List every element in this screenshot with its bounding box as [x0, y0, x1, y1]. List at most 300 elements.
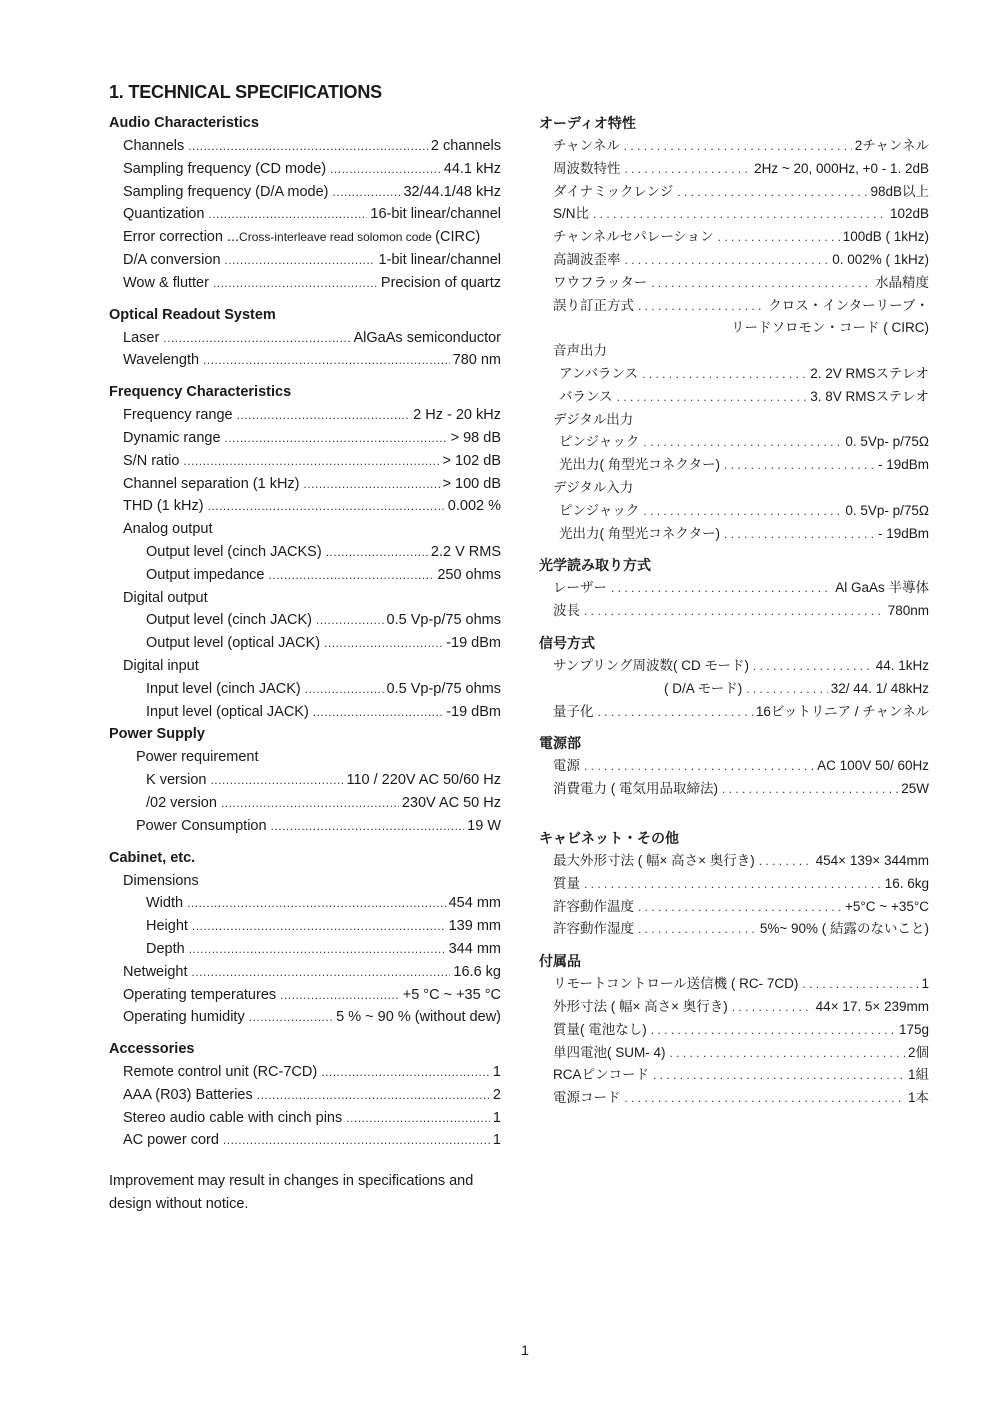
spec-value: 1 — [492, 1132, 501, 1149]
spec-row — [539, 295, 929, 318]
spec-value: 0.002 % — [447, 498, 501, 515]
spec-label: /02 version — [146, 794, 217, 811]
spec-row — [109, 473, 501, 496]
spec-row — [109, 701, 501, 724]
spec-value: - 19dBm — [877, 457, 929, 473]
dot-leader — [593, 203, 887, 226]
spec-row — [109, 1129, 501, 1152]
spec-label: S/N ratio — [123, 452, 180, 469]
dot-leader — [584, 755, 814, 778]
spec-row — [109, 815, 501, 838]
spec-row — [109, 1084, 501, 1107]
spec-row — [539, 523, 929, 546]
spec-label: チャンネル — [553, 138, 620, 153]
spec-row — [109, 769, 501, 792]
spec-value: 0. 5Vp- p/75Ω — [845, 502, 929, 518]
dot-leader — [324, 632, 443, 655]
spec-value: - 19dBm — [877, 525, 929, 541]
spec-value: 0.5 Vp-p/75 ohms — [386, 680, 501, 697]
dot-leader — [598, 701, 753, 724]
spec-value: 2Hz ~ 20, 000Hz, +0 - 1. 2dB — [754, 160, 929, 176]
spec-label: Error correction ... — [123, 229, 240, 246]
spec-label: バランス — [559, 388, 613, 404]
spec-label: 単四電池( SUM- 4) — [553, 1044, 666, 1060]
dot-leader — [269, 564, 435, 587]
spec-value: > 98 dB — [450, 429, 501, 446]
spec-value: 2チャンネル — [854, 138, 929, 153]
spec-value: 5 % ~ 90 % (without dew) — [336, 1009, 501, 1026]
note-line: design without notice. — [109, 1196, 249, 1212]
spec-label: Input level (cinch JACK) — [146, 680, 301, 697]
spec-row — [109, 915, 501, 938]
note-line: Improvement may result in changes in specifications and — [109, 1173, 474, 1189]
spec-value: 102dB — [889, 206, 929, 222]
jp-accessory-rows — [539, 973, 929, 1110]
spec-value: 0. 5Vp- p/75Ω — [845, 434, 929, 450]
dot-leader — [724, 523, 875, 546]
spec-value: AC 100V 50/ 60Hz — [817, 758, 929, 774]
dot-leader — [753, 655, 873, 678]
spec-row — [109, 135, 501, 158]
section-title-cabinet: Cabinet, etc. — [109, 849, 196, 866]
spec-label: Input level (optical JACK) — [146, 703, 309, 720]
spec-value: 水晶精度 — [875, 274, 929, 290]
dot-leader — [189, 938, 446, 961]
spec-label: Sampling frequency (CD mode) — [123, 160, 327, 177]
spec-row — [109, 564, 501, 587]
jp-audio-rows — [539, 135, 929, 317]
dimension-rows — [109, 892, 501, 960]
spec-row — [109, 226, 501, 249]
spec-row — [109, 961, 501, 984]
spec-value: 32/44.1/48 kHz — [403, 183, 501, 200]
spec-value: > 102 dB — [442, 452, 501, 469]
dot-leader — [677, 181, 867, 204]
spec-label: レーザー — [553, 580, 607, 596]
dot-leader — [617, 386, 808, 409]
spec-label: Depth — [146, 940, 185, 957]
spec-label: Dynamic range — [123, 429, 221, 446]
section-title-jp-accessories: 付属品 — [539, 953, 581, 970]
jp-digital-output-heading: デジタル出力 — [553, 411, 634, 427]
spec-label: 外形寸法 ( 幅× 高さ× 奥行き) — [553, 998, 728, 1014]
spec-label: サンプリング周波数( CD モード) — [553, 657, 749, 673]
dot-leader — [625, 1087, 905, 1110]
dot-leader — [722, 778, 898, 801]
dot-leader — [584, 873, 882, 896]
spec-label: Wavelength — [123, 352, 200, 369]
spec-value: 1本 — [907, 1090, 929, 1106]
dot-leader — [638, 896, 842, 919]
spec-label: 高調波歪率 — [553, 251, 621, 267]
page-title: 1. TECHNICAL SPECIFICATIONS — [109, 82, 382, 102]
dot-leader — [237, 404, 411, 427]
spec-row — [539, 1042, 929, 1065]
spec-label: AAA (R03) Batteries — [123, 1086, 253, 1103]
spec-value: 344 mm — [448, 940, 501, 957]
spec-label: 光出力( 角型光コネクター) — [559, 457, 720, 473]
spec-label: 消費電力 ( 電気用品取締法) — [553, 781, 718, 797]
spec-value: 139 mm — [448, 918, 501, 935]
jp-power-rows — [539, 755, 929, 801]
dot-leader — [313, 701, 443, 724]
spec-label: Output impedance — [146, 566, 265, 583]
spec-row — [539, 701, 929, 724]
spec-label: ピンジャック — [559, 434, 640, 450]
spec-row — [539, 272, 929, 295]
spec-value: 16-bit linear/channel — [370, 206, 501, 223]
spec-value: 454× 139× 344mm — [815, 852, 929, 868]
spec-row — [539, 1087, 929, 1110]
power-rows — [109, 769, 501, 815]
spec-row — [109, 984, 501, 1007]
spec-label: Sampling frequency (D/A mode) — [123, 183, 329, 200]
spec-label: Stereo audio cable with cinch pins — [123, 1109, 343, 1126]
spec-label: Quantization — [123, 206, 205, 223]
dot-leader — [746, 678, 827, 701]
spec-value: 250 ohms — [437, 566, 501, 583]
page-number: 1 — [521, 1342, 529, 1358]
spec-row — [539, 918, 929, 941]
spec-row — [109, 158, 501, 181]
spec-row — [539, 973, 929, 996]
spec-value: 0. 002% ( 1kHz) — [832, 251, 929, 267]
spec-row — [109, 1061, 501, 1084]
audio-rows — [109, 135, 501, 295]
spec-label: アンバランス — [559, 365, 639, 381]
dot-leader — [643, 431, 842, 454]
dot-leader — [187, 892, 446, 915]
jp-audio-output-rows — [539, 363, 929, 409]
spec-label: THD (1 kHz) — [123, 498, 204, 515]
spec-label: 質量( 電池なし) — [553, 1021, 647, 1037]
spec-label: Channel separation (1 kHz) — [123, 475, 300, 492]
spec-value: AlGaAs semiconductor — [353, 329, 501, 346]
spec-label: Output level (cinch JACKS) — [146, 543, 322, 560]
spec-row — [539, 249, 929, 272]
spec-label: S/N比 — [553, 206, 590, 222]
dot-leader — [191, 961, 450, 984]
spec-label: 許容動作湿度 — [553, 921, 634, 937]
spec-value: 1組 — [907, 1067, 929, 1083]
dot-leader — [210, 769, 343, 792]
spec-value: 110 / 220V AC 50/60 Hz — [346, 772, 501, 789]
spec-value: 0.5 Vp-p/75 ohms — [386, 612, 501, 629]
dot-leader — [192, 915, 446, 938]
spec-label: 質量 — [553, 875, 580, 891]
spec-label: Operating temperatures — [123, 986, 277, 1003]
spec-value: 2 — [492, 1086, 501, 1103]
spec-value: 2.2 V RMS — [430, 543, 501, 560]
spec-value: Precision of quartz — [380, 274, 501, 291]
jp-digital-output-rows — [539, 431, 929, 477]
spec-value: 1 — [921, 976, 929, 992]
spec-row — [539, 500, 929, 523]
dot-leader — [280, 984, 400, 1007]
spec-row — [539, 873, 929, 896]
dot-leader — [624, 135, 852, 158]
spec-value: Cross-interleave read solomon code (CIRC) — [239, 229, 481, 246]
dot-leader — [326, 541, 428, 564]
jp-digital-input-heading: デジタル入力 — [553, 479, 634, 495]
spec-value: 25W — [901, 781, 929, 797]
spec-value: 175g — [898, 1021, 929, 1037]
spec-label: Frequency range — [123, 407, 233, 424]
spec-value: 98dB以上 — [870, 183, 929, 199]
dot-leader — [221, 792, 399, 815]
section-title-power: Power Supply — [109, 726, 205, 743]
spec-row — [539, 203, 929, 226]
dot-leader — [305, 678, 384, 701]
dot-leader — [208, 495, 445, 518]
spec-value: 16. 6kg — [884, 875, 929, 891]
section-title-optical: Optical Readout System — [109, 306, 276, 323]
spec-value: +5 °C ~ +35 °C — [402, 986, 501, 1003]
dot-leader — [653, 1064, 905, 1087]
dot-leader — [249, 1006, 333, 1029]
jp-audio-output-heading: 音声出力 — [553, 343, 607, 359]
dot-leader — [321, 1061, 490, 1084]
spec-label: リモートコントロール送信機 ( RC- 7CD) — [553, 976, 799, 992]
spec-row — [109, 792, 501, 815]
spec-value: +5°C ~ +35°C — [845, 898, 929, 914]
spec-value: 44× 17. 5× 239mm — [815, 998, 929, 1014]
spec-value: 44. 1kHz — [875, 657, 929, 673]
dot-leader — [643, 500, 842, 523]
spec-row — [109, 181, 501, 204]
frequency-rows — [109, 404, 501, 518]
dot-leader — [642, 363, 807, 386]
analog-output-rows — [109, 541, 501, 587]
dot-leader — [611, 577, 832, 600]
spec-row — [539, 600, 929, 623]
dot-leader — [346, 1107, 490, 1130]
spec-value: 454 mm — [448, 895, 501, 912]
spec-value: 2個 — [907, 1044, 929, 1060]
spec-row — [539, 181, 929, 204]
spec-row — [109, 495, 501, 518]
spec-row — [539, 158, 929, 181]
dot-leader — [223, 1129, 490, 1152]
spec-row — [539, 678, 929, 701]
dot-leader — [213, 272, 378, 295]
spec-label: 誤り訂正方式 — [553, 297, 634, 313]
dot-leader — [208, 203, 367, 226]
spec-label: 最大外形寸法 ( 幅× 高さ× 奥行き) — [553, 852, 755, 868]
jp-cabinet-rows — [539, 850, 929, 941]
spec-label: Operating humidity — [123, 1009, 245, 1026]
dot-leader — [651, 272, 872, 295]
spec-row — [109, 609, 501, 632]
section-title-jp-power: 電源部 — [539, 735, 581, 752]
spec-value: 3. 8V RMSステレオ — [810, 388, 929, 404]
dot-leader — [225, 249, 376, 272]
spec-label: Laser — [123, 329, 160, 346]
spec-row — [109, 427, 501, 450]
spec-value: 19 W — [467, 817, 501, 834]
spec-value: 100dB ( 1kHz) — [842, 229, 929, 245]
digital-input-rows — [109, 678, 501, 724]
spec-row — [539, 454, 929, 477]
spec-row — [539, 386, 929, 409]
spec-row — [539, 135, 929, 158]
dot-leader — [225, 427, 448, 450]
dot-leader — [625, 158, 752, 181]
spec-label: 周波数特性 — [553, 160, 621, 176]
spec-label: Channels — [123, 138, 185, 154]
spec-value: -19 dBm — [446, 635, 501, 652]
dot-leader — [333, 181, 401, 204]
spec-label: ダイナミックレンジ — [553, 183, 674, 199]
spec-value: 16ビットリニア / チャンネル — [755, 703, 929, 719]
disclaimer-note — [109, 1170, 509, 1216]
spec-row — [109, 678, 501, 701]
spec-row — [539, 655, 929, 678]
spec-value: 780 nm — [452, 352, 501, 369]
spec-label: 電源コード — [553, 1090, 621, 1106]
spec-value: 5%~ 90% ( 結露のないこと) — [759, 921, 929, 937]
dot-leader — [304, 473, 440, 496]
dot-leader — [271, 815, 465, 838]
dot-leader — [584, 600, 885, 623]
dot-leader — [163, 327, 350, 350]
spec-label: 電源 — [553, 758, 580, 774]
ecc-continuation: リードソロモン・コード ( CIRC) — [731, 320, 929, 336]
dimensions-heading: Dimensions — [123, 872, 199, 889]
spec-row — [109, 1107, 501, 1130]
spec-label: Output level (optical JACK) — [146, 635, 321, 652]
section-title-audio: Audio Characteristics — [109, 115, 259, 131]
spec-row — [109, 272, 501, 295]
japanese-spec-column — [539, 112, 929, 1110]
spec-row — [109, 1006, 501, 1029]
spec-value: 16.6 kg — [453, 963, 501, 980]
power-requirement-heading: Power requirement — [136, 749, 259, 766]
section-title-accessories: Accessories — [109, 1041, 195, 1058]
spec-row — [109, 203, 501, 226]
spec-label: ワウフラッター — [553, 274, 648, 290]
dot-leader — [330, 158, 441, 181]
jp-digital-input-rows — [539, 500, 929, 546]
spec-row — [109, 938, 501, 961]
spec-label: 光出力( 角型光コネクター) — [559, 525, 720, 541]
section-title-jp-signal: 信号方式 — [539, 634, 595, 651]
dot-leader — [724, 454, 875, 477]
spec-row — [539, 755, 929, 778]
spec-label: 許容動作温度 — [553, 898, 634, 914]
spec-row — [539, 1019, 929, 1042]
dot-leader — [651, 1019, 896, 1042]
spec-value: Al GaAs 半導体 — [835, 580, 929, 596]
spec-label: Power Consumption — [136, 817, 267, 834]
digital-input-heading: Digital input — [123, 657, 199, 674]
spec-label: ( D/A モード) — [664, 680, 743, 696]
spec-label: チャンネルセパレーション — [553, 229, 714, 245]
section-title-jp-audio: オーディオ特性 — [539, 115, 636, 131]
accessory-rows — [109, 1061, 501, 1152]
spec-row — [109, 541, 501, 564]
spec-value: クロス・インターリーブ・ — [768, 297, 929, 313]
spec-row — [109, 892, 501, 915]
english-spec-column — [109, 112, 501, 1152]
spec-value: > 100 dB — [442, 475, 501, 492]
section-title-jp-optical: 光学読み取り方式 — [539, 557, 651, 574]
spec-label: 波長 — [553, 603, 580, 619]
spec-value: 1-bit linear/channel — [378, 251, 501, 268]
spec-value: 1 — [492, 1064, 501, 1081]
dot-leader — [670, 1042, 905, 1065]
dot-leader — [625, 249, 830, 272]
dot-leader — [188, 135, 428, 158]
spec-value: 2 channels — [430, 138, 501, 154]
spec-label: 量子化 — [553, 703, 594, 719]
spec-label: K version — [146, 772, 207, 789]
spec-label: D/A conversion — [123, 251, 221, 268]
spec-row — [539, 996, 929, 1019]
spec-row — [539, 226, 929, 249]
spec-value: -19 dBm — [446, 703, 501, 720]
dot-leader — [203, 349, 450, 372]
spec-value: 1 — [492, 1109, 501, 1126]
section-title-frequency: Frequency Characteristics — [109, 384, 292, 401]
spec-row — [109, 349, 501, 372]
spec-row — [539, 896, 929, 919]
jp-optical-rows — [539, 577, 929, 623]
spec-value: 780nm — [887, 603, 929, 619]
spec-row — [109, 450, 501, 473]
spec-label: ピンジャック — [559, 502, 640, 518]
dot-leader — [183, 450, 439, 473]
spec-label: AC power cord — [123, 1132, 219, 1149]
spec-row — [109, 404, 501, 427]
dot-leader — [257, 1084, 490, 1107]
spec-value-small: Cross-interleave read solomon code — [239, 230, 436, 245]
spec-label: Width — [146, 895, 184, 912]
spec-label: RCAピンコード — [553, 1067, 650, 1083]
optical-rows — [109, 327, 501, 373]
spec-value: 44.1 kHz — [443, 160, 501, 177]
dot-leader — [638, 918, 757, 941]
dot-leader — [638, 295, 765, 318]
section-title-jp-cabinet: キャビネット・その他 — [539, 829, 679, 846]
jp-signal-rows — [539, 655, 929, 678]
spec-row — [109, 632, 501, 655]
spec-row — [109, 327, 501, 350]
spec-row — [539, 1064, 929, 1087]
spec-row — [539, 363, 929, 386]
spec-label: Height — [146, 918, 188, 935]
dot-leader — [732, 996, 813, 1019]
spec-label: Remote control unit (RC-7CD) — [123, 1064, 318, 1081]
cabinet-rows — [109, 961, 501, 1029]
dot-leader — [316, 609, 384, 632]
digital-output-heading: Digital output — [123, 589, 208, 606]
dot-leader — [718, 226, 840, 249]
digital-output-rows — [109, 609, 501, 655]
spec-row — [539, 431, 929, 454]
spec-value: 32/ 44. 1/ 48kHz — [830, 680, 929, 696]
spec-value: 230V AC 50 Hz — [401, 794, 501, 811]
spec-label: Output level (cinch JACK) — [146, 612, 313, 629]
spec-value: 2. 2V RMSステレオ — [810, 365, 929, 381]
spec-label: Wow & flutter — [123, 274, 209, 291]
analog-output-heading: Analog output — [123, 521, 213, 538]
dot-leader — [802, 973, 918, 996]
spec-row — [539, 778, 929, 801]
spec-value: 2 Hz - 20 kHz — [413, 407, 501, 424]
spec-row — [539, 850, 929, 873]
spec-label: Netweight — [123, 963, 188, 980]
